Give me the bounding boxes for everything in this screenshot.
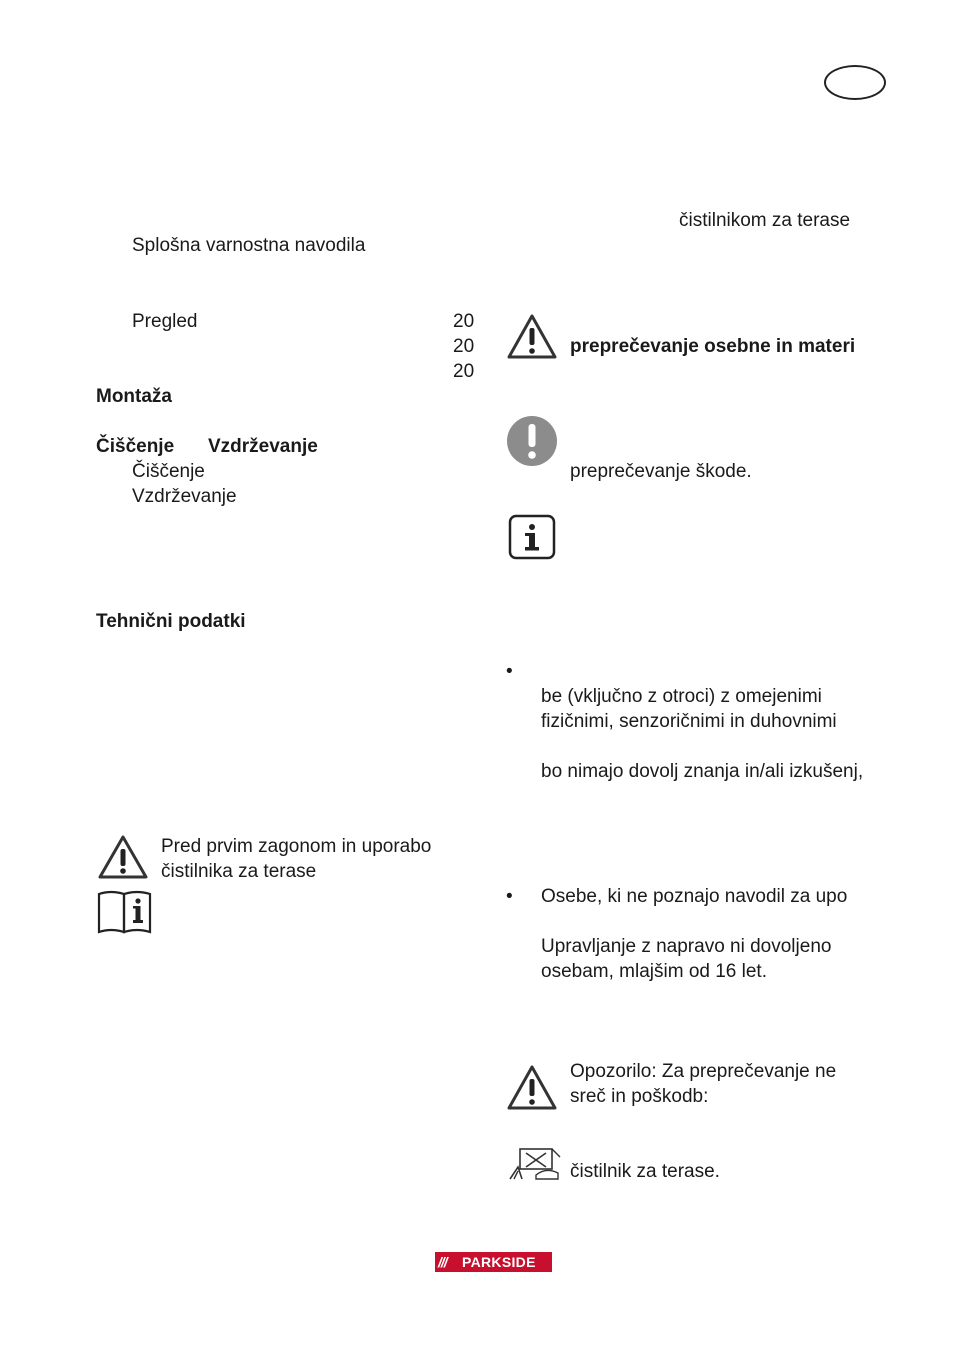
bullet2-line1: Osebe, ki ne poznajo navodil za upo xyxy=(541,886,848,907)
machine-text: čistilnik za terase. xyxy=(570,1161,720,1182)
bullet2-line2: Upravljanje z napravo ni dovoljeno xyxy=(541,936,832,957)
warning-text: preprečevanje osebne in materi xyxy=(570,336,856,357)
caution-exclamation-icon xyxy=(506,415,558,467)
toc-heading-vzdrzevanje: Vzdrževanje xyxy=(208,436,318,457)
toc-item-vzdrzevanje: Vzdrževanje xyxy=(132,486,237,507)
left-notice-line1: Pred prvim zagonom in uporabo xyxy=(161,836,432,857)
logo-brand: PARKSIDE xyxy=(462,1254,536,1270)
read-manual-icon xyxy=(96,888,154,936)
bullet-marker-1: • xyxy=(506,661,513,682)
intro-line: čistilnikom za terase xyxy=(679,210,851,231)
parkside-logo xyxy=(435,1252,552,1272)
left-notice-line2: čistilnika za terase xyxy=(161,861,317,882)
warning2-line2: sreč in poškodb: xyxy=(570,1086,709,1107)
toc-heading-tehnicni: Tehnični podatki xyxy=(96,611,246,632)
bullet1-line1: be (vključno z otroci) z omejenimi xyxy=(541,686,822,707)
warning-triangle-icon xyxy=(506,313,558,360)
toc-page-row2: 20 xyxy=(453,336,475,357)
toc-page-pregled: 20 xyxy=(453,311,475,332)
bullet1-line3: bo nimajo dovolj znanja in/ali izkušenj, xyxy=(541,761,864,782)
bullet-marker-2: • xyxy=(506,886,513,907)
toc-item-splosna: Splošna varnostna navodila xyxy=(132,235,366,256)
info-icon xyxy=(508,514,556,560)
toc-item-pregled: Pregled xyxy=(132,311,198,332)
toc-heading-montaza: Montaža xyxy=(96,386,172,407)
warning-triangle-icon xyxy=(506,1064,558,1111)
toc-heading-ciscenje: Čiščenje xyxy=(96,436,175,457)
caution-text: preprečevanje škode. xyxy=(570,461,752,482)
bullet2-line3: osebam, mlajšim od 16 let. xyxy=(541,961,767,982)
language-badge xyxy=(824,65,886,100)
bullet1-line2: fizičnimi, senzoričnimi in duhovnimi xyxy=(541,711,837,732)
warning2-line1: Opozorilo: Za preprečevanje ne xyxy=(570,1061,837,1082)
toc-page-row3: 20 xyxy=(453,361,475,382)
logo-slashes: /// xyxy=(438,1254,447,1270)
terrace-cleaner-machine-icon xyxy=(506,1145,564,1185)
toc-item-ciscenje: Čiščenje xyxy=(132,461,205,482)
warning-triangle-icon xyxy=(97,834,149,880)
